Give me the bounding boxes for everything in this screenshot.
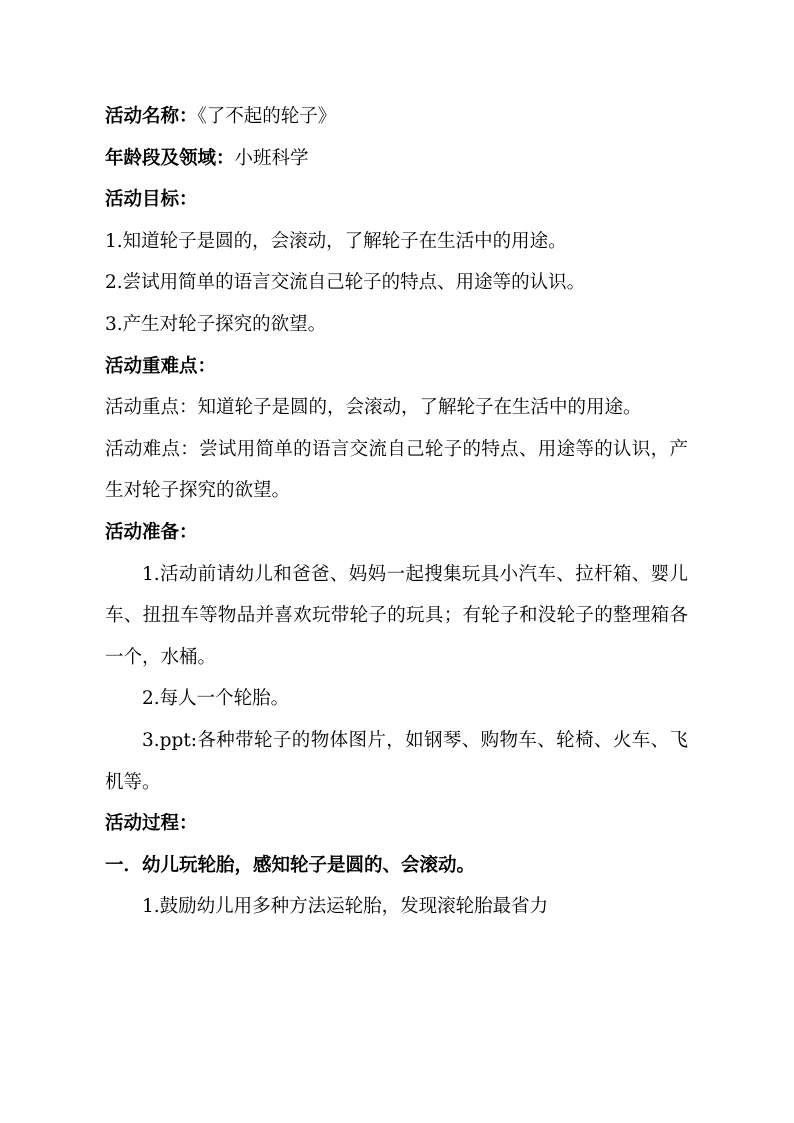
- preparation-item-line: 1.活动前请幼儿和爸爸、妈妈一起搜集玩具小汽车、拉杆箱、婴儿: [142, 563, 688, 585]
- document-body: [105, 96, 688, 928]
- difficulty-line: 生对轮子探究的欲望。: [105, 480, 291, 502]
- goal-item: 2.尝试用简单的语言交流自己轮子的特点、用途等的认识。: [105, 272, 586, 294]
- preparation-item-line: 车、扭扭车等物品并喜欢玩带轮子的玩具；有轮子和没轮子的整理箱各: [105, 605, 688, 627]
- age-domain-label: 年龄段及领域：: [105, 147, 235, 169]
- activity-name-label: 活动名称：: [105, 106, 198, 127]
- goal-item: 3.产生对轮子探究的欲望。: [105, 313, 327, 335]
- process-section-title: 一．幼儿玩轮胎，感知轮子是圆的、会滚动。: [105, 854, 476, 876]
- difficulty-line: 活动难点：尝试用简单的语言交流自己轮子的特点、用途等的认识，产: [105, 438, 688, 460]
- preparation-item-line: 机等。: [105, 771, 161, 793]
- preparation-item-line: 3.ppt:各种带轮子的物体图片，如钢琴、购物车、轮椅、火车、飞: [142, 729, 688, 751]
- preparation-item-line: 2.每人一个轮胎。: [142, 688, 290, 710]
- goal-item: 1.知道轮子是圆的，会滚动，了解轮子在生活中的用途。: [105, 230, 567, 252]
- preparation-heading: 活动准备：: [105, 521, 198, 543]
- activity-name: 《了不起的轮子》: [197, 106, 337, 127]
- key-points-heading: 活动重难点：: [105, 355, 217, 377]
- key-point: 活动重点：知道轮子是圆的，会滚动，了解轮子在生活中的用途。: [105, 397, 642, 419]
- age-domain: 小班科学: [234, 147, 309, 169]
- process-step: 1.鼓励幼儿用多种方法运轮胎，发现滚轮胎最省力: [142, 896, 549, 918]
- process-heading: 活动过程：: [105, 813, 198, 835]
- goals-heading: 活动目标：: [105, 189, 198, 211]
- preparation-item-line: 一个，水桶。: [105, 646, 217, 668]
- activity-name-line: [105, 96, 688, 138]
- age-domain-line: [105, 138, 688, 180]
